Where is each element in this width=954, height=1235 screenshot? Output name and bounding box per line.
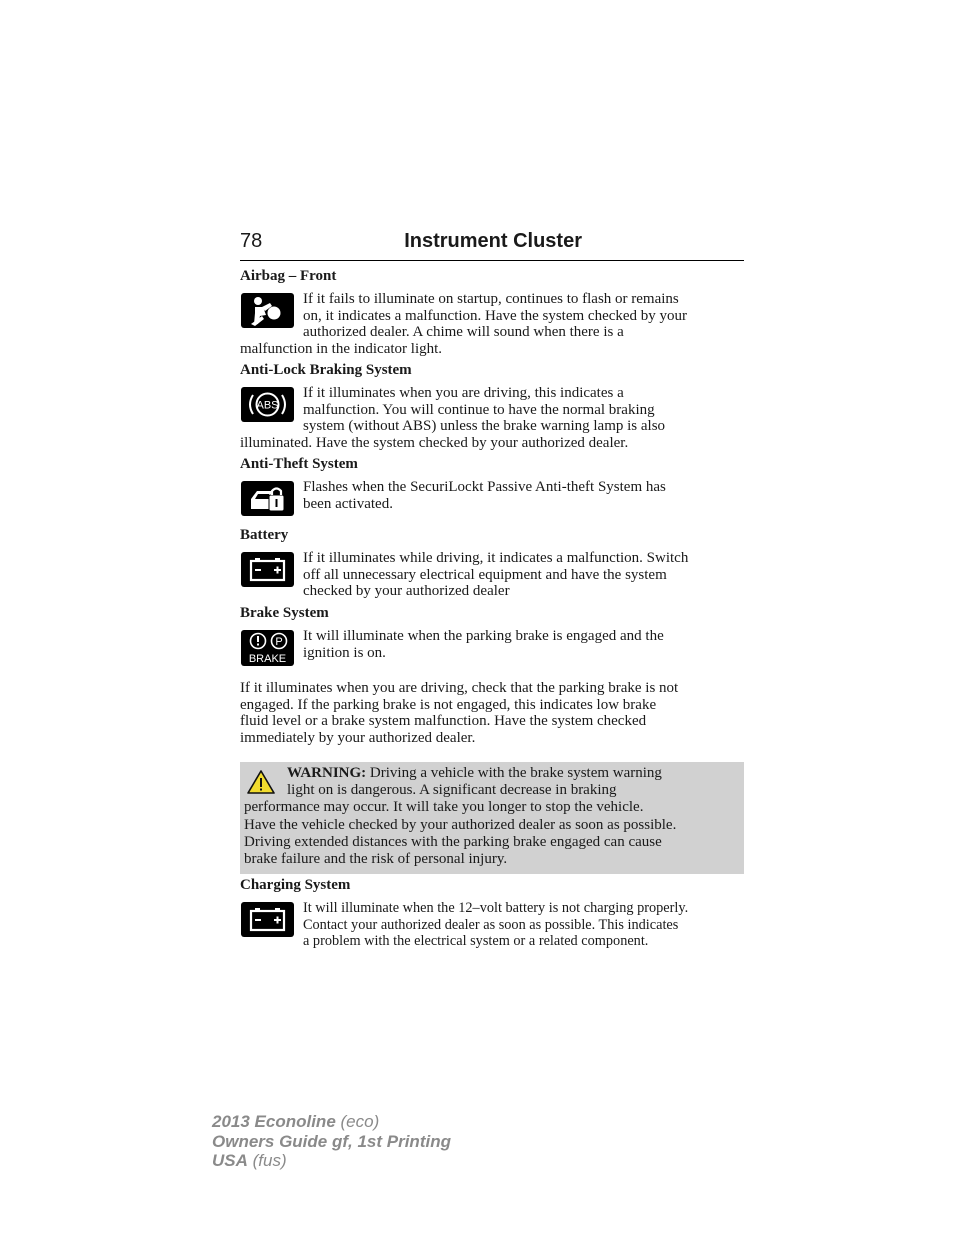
warning-text: brake failure and the risk of personal injury. [244,851,508,867]
warning-text: performance may occur. It will take you longer to stop the vehicle. [244,799,644,815]
section-title: Charging System [240,877,351,893]
warning-text: Driving extended distances with the parking brake engaged can cause [244,834,662,850]
text-line: It will illuminate when the parking brake is engaged and the [303,628,664,644]
warning-text: Driving a vehicle with the brake system warning [369,765,662,781]
text-line: If it fails to illuminate on startup, continues to flash or remains [303,291,679,307]
page-title: Instrument Cluster [404,230,582,252]
abs-icon-label: ABS [256,399,279,412]
brake-icon [241,630,294,666]
warning-text: light on is dangerous. A significant decrease in braking [287,782,617,798]
svg-text:P: P [275,636,283,648]
footer-region: USA [212,1151,248,1170]
footer-model: 2013 Econoline [212,1112,336,1131]
page-number: 78 [240,230,263,252]
text-line: checked by your authorized dealer [303,583,510,599]
section-title: Anti-Lock Braking System [240,362,412,378]
text-line: a problem with the electrical system or a related component. [303,933,649,949]
text-line: system (without ABS) unless the brake warning lamp is also [303,418,666,434]
text-line: immediately by your authorized dealer. [240,729,476,746]
text-line: fluid level or a brake system malfunction. Have the system checked [240,713,647,729]
battery-icon [241,552,294,587]
anti-theft-icon [241,481,294,516]
footer-guide: Owners Guide gf, 1st Printing [212,1131,451,1151]
text-line: been activated. [303,495,393,512]
warning-text: Have the vehicle checked by your authorized dealer as soon as possible. [244,817,677,833]
text-line: If it illuminates when you are driving, this indicates a [303,385,624,401]
footer-region-code: (fus) [252,1151,287,1170]
text-line: engaged. If the parking brake is not engaged, this indicates low brake [240,696,657,713]
warning-triangle-icon [246,769,276,800]
footer-model-code: (eco) [340,1112,380,1131]
text-line: illuminated. Have the system checked by your authorized dealer. [240,434,629,451]
text-line: ignition is on. [303,644,386,661]
section-title: Airbag – Front [240,268,337,284]
text-line: malfunction in the indicator light. [240,340,443,357]
warning-label: WARNING: [287,765,367,781]
section-title: Anti-Theft System [240,456,358,472]
text-line: It will illuminate when the 12–volt battery is not charging properly. [303,900,689,916]
page-header [240,229,744,261]
text-line: If it illuminates while driving, it indicates a malfunction. Switch [303,550,689,566]
text-line: Contact your authorized dealer as soon as possible. This indicates [303,916,679,933]
airbag-icon [241,293,294,328]
text-line: Flashes when the SecuriLockt Passive Anti-theft System has [303,479,666,495]
text-line: on, it indicates a malfunction. Have the system checked by your [303,307,688,324]
battery-icon [241,902,294,937]
section-title: Brake System [240,605,329,621]
page-footer [212,1112,451,1171]
text-line: malfunction. You will continue to have the normal braking [303,401,655,418]
section-title: Battery [240,527,289,543]
text-line: off all unnecessary electrical equipment and have the system [303,566,667,583]
text-line: authorized dealer. A chime will sound when there is a [303,324,624,340]
text-line: If it illuminates when you are driving, check that the parking brake is not [240,680,679,696]
abs-icon [241,387,294,422]
warning-box [240,762,744,874]
brake-icon-label: BRAKE [248,653,287,665]
